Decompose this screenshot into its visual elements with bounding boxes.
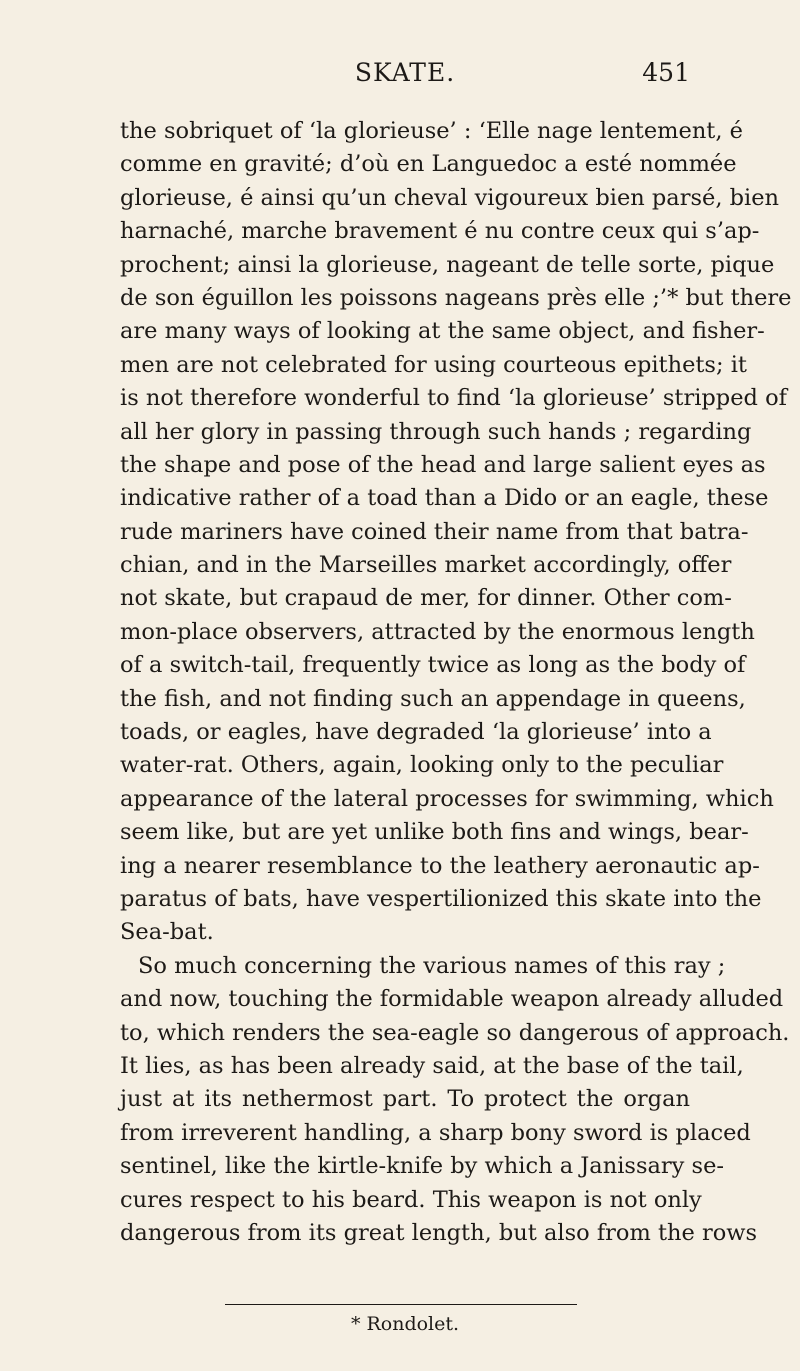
text-line: is not therefore wonderful to find ‘la glorieuse’ stripped of bbox=[120, 385, 787, 412]
text-line: prochent; ainsi la glorieuse, nageant de telle sorte, pique bbox=[120, 251, 775, 278]
text-line: chian, and in the Marseilles market accordingly, offer bbox=[120, 552, 732, 579]
text-line: not skate, but crapaud de mer, for dinner. Other com- bbox=[120, 585, 732, 612]
text-line: and now, touching the formidable weapon already alluded bbox=[120, 986, 784, 1013]
text-line: toads, or eagles, have degraded ‘la glorieuse’ into a bbox=[120, 719, 712, 746]
text-line: water-rat. Others, again, looking only to the peculiar bbox=[120, 752, 724, 779]
text-line: the shape and pose of the head and large salient eyes as bbox=[120, 451, 766, 478]
text-line: appearance of the lateral processes for swimming, which bbox=[120, 785, 774, 812]
text-line: men are not celebrated for using courteous epithets; it bbox=[120, 351, 747, 378]
text-line: from irreverent handling, a sharp bony sword is placed bbox=[120, 1119, 751, 1146]
text-line: all her glory in passing through such hands ; regarding bbox=[120, 418, 752, 445]
text-line: paratus of bats, have vespertilionized this skate into the bbox=[120, 885, 762, 912]
text-line: cures respect to his beard. This weapon is not only bbox=[120, 1186, 702, 1213]
text-line: harnaché, marche bravement é nu contre ceux qui s’ap- bbox=[120, 218, 760, 245]
text-line: dangerous from its great length, but also from the rows bbox=[120, 1219, 758, 1246]
text-line-paragraph-start: So much concerning the various names of this ray ; bbox=[138, 952, 726, 979]
text-line: glorieuse, é ainsi qu’un cheval vigoureux bien parsé, bien bbox=[120, 184, 780, 211]
text-line: to, which renders the sea-eagle so dangerous of approach. bbox=[120, 1019, 790, 1046]
footnote: * Rondolet. bbox=[350, 1313, 460, 1335]
text-line: seem like, but are yet unlike both fins and wings, bear- bbox=[120, 819, 749, 846]
text-line: ing a nearer resemblance to the leathery aeronautic ap- bbox=[120, 852, 760, 879]
footnote-rule bbox=[225, 1304, 577, 1305]
text-line: of a switch-tail, frequently twice as long as the body of bbox=[120, 652, 746, 679]
text-line: are many ways of looking at the same object, and fisher- bbox=[120, 318, 765, 345]
text-line: the fish, and not finding such an appendage in queens, bbox=[120, 685, 746, 712]
text-line: sentinel, like the kirtle-knife by which a Janissary se- bbox=[120, 1153, 724, 1180]
text-line: It lies, as has been already said, at the base of the tail, bbox=[120, 1052, 744, 1079]
running-title: SKATE. bbox=[354, 58, 456, 87]
text-line-paragraph-end: Sea-bat. bbox=[120, 919, 214, 946]
text-line: indicative rather of a toad than a Dido or an eagle, these bbox=[120, 485, 769, 512]
running-head bbox=[120, 58, 690, 98]
text-line: de son éguillon les poissons nageans près elle ;’* but there bbox=[120, 284, 792, 311]
text-line: the sobriquet of ‘la glorieuse’ : ‘Elle nage lentement, é bbox=[120, 118, 743, 144]
body-text bbox=[120, 115, 792, 1250]
text-line: just at its nethermost part. To protect the organ bbox=[120, 1086, 690, 1113]
page-number: 451 bbox=[642, 58, 690, 87]
text-line: mon-place observers, attracted by the enormous length bbox=[120, 618, 755, 645]
text-line: comme en gravité; d’où en Languedoc a esté nommée bbox=[120, 151, 737, 178]
text-line: rude mariners have coined their name from that batra- bbox=[120, 518, 749, 545]
